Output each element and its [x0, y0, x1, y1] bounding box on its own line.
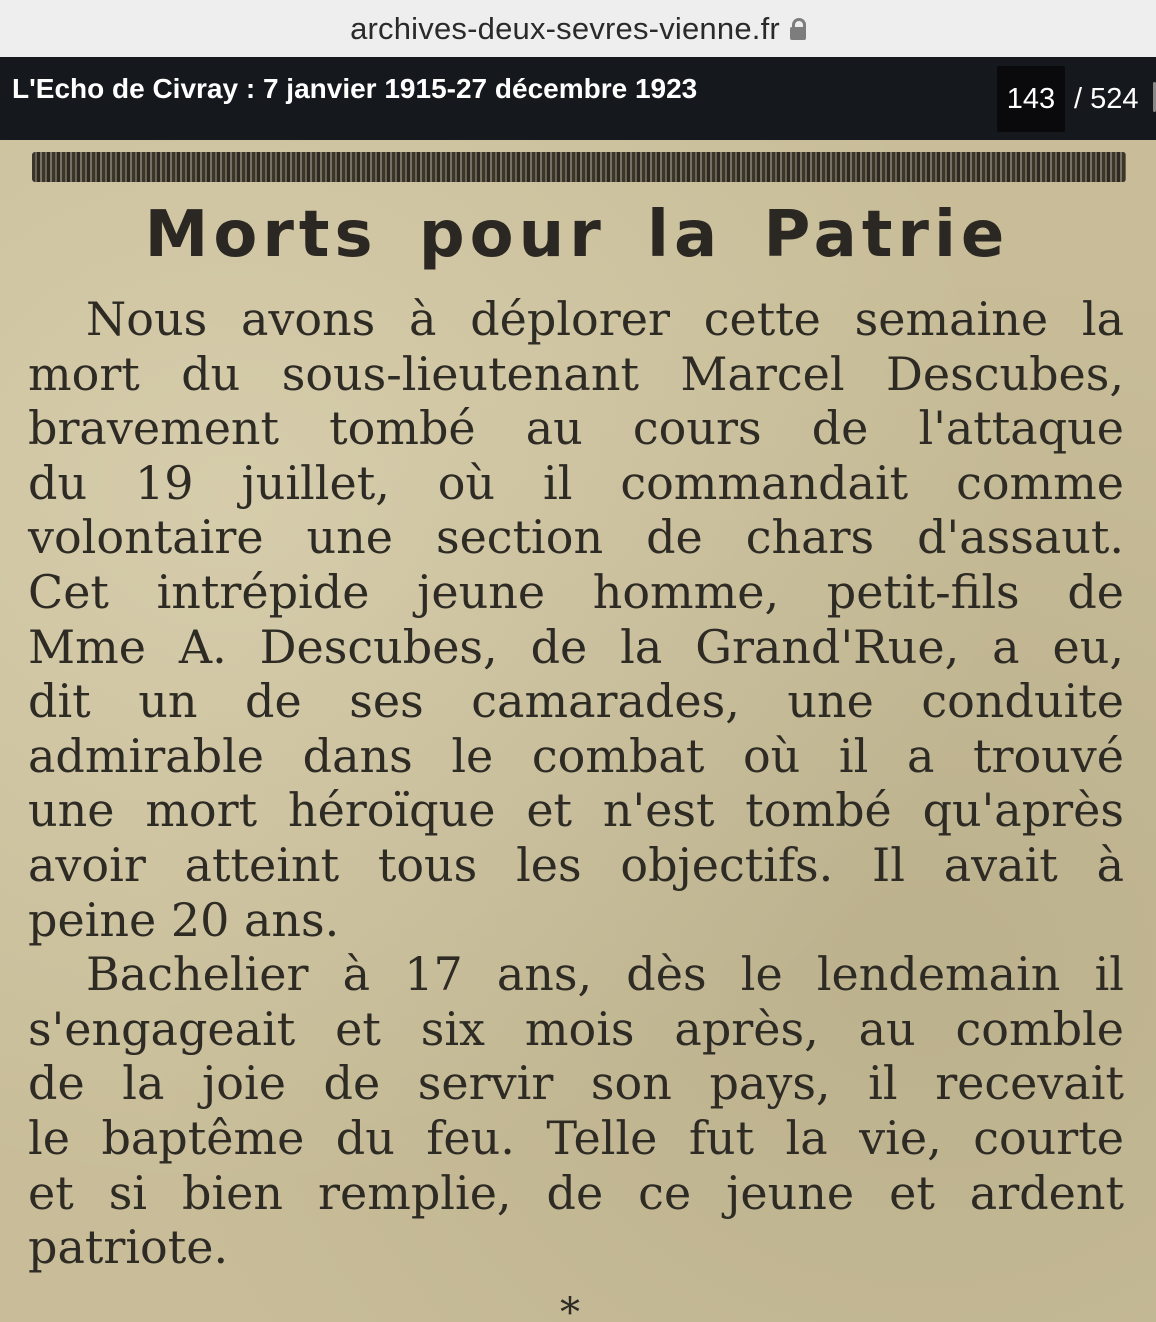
- text-line: Mme A. Descubes, de la Grand'Rue, a eu,: [28, 619, 1124, 674]
- text-line: Bachelier à 17 ans, dès le lendemain il: [86, 947, 1124, 1002]
- section-separator: *: [560, 1290, 580, 1322]
- decorative-rule: [32, 152, 1126, 182]
- lock-icon: [790, 18, 806, 40]
- text-line: du 19 juillet, où il commandait comme: [28, 455, 1124, 510]
- address-bar[interactable]: [0, 0, 1156, 58]
- text-line: mort du sous-lieutenant Marcel Descubes,: [28, 346, 1124, 401]
- text-line: dit un de ses camarades, une conduite: [28, 674, 1124, 729]
- text-line: peine 20 ans.: [28, 892, 340, 947]
- text-line: admirable dans le combat où il a trouvé: [28, 728, 1124, 783]
- text-line: Nous avons à déplorer cette semaine la: [86, 292, 1124, 346]
- text-line: avoir atteint tous les objectifs. Il avait à: [28, 837, 1124, 892]
- article-body: [28, 292, 1124, 1275]
- text-line: patriote.: [28, 1220, 229, 1275]
- text-line: volontaire une section de chars d'assaut.: [28, 510, 1124, 565]
- text-line: le baptême du feu. Telle fut la vie, courte: [28, 1110, 1124, 1165]
- article-headline: Morts pour la Patrie: [144, 198, 1010, 272]
- page-number-input[interactable]: 143: [997, 66, 1065, 132]
- text-line: une mort héroïque et n'est tombé qu'après: [28, 783, 1124, 838]
- text-line: Cet intrépide jeune homme, petit-fils de: [28, 564, 1124, 619]
- text-line: et si bien remplie, de ce jeune et ardent: [28, 1165, 1124, 1220]
- scanned-newspaper-page: [0, 140, 1156, 1322]
- url-text[interactable]: archives-deux-sevres-vienne.fr: [350, 10, 780, 46]
- text-line: de la joie de servir son pays, il recevait: [28, 1056, 1124, 1111]
- document-title: L'Echo de Civray : 7 janvier 1915-27 décembre 1923: [12, 73, 698, 104]
- viewer-toolbar: [0, 57, 1156, 140]
- page-total: / 524: [1074, 83, 1139, 115]
- text-line: bravement tombé au cours de l'attaque: [28, 401, 1124, 456]
- text-line: s'engageait et six mois après, au comble: [28, 1001, 1124, 1056]
